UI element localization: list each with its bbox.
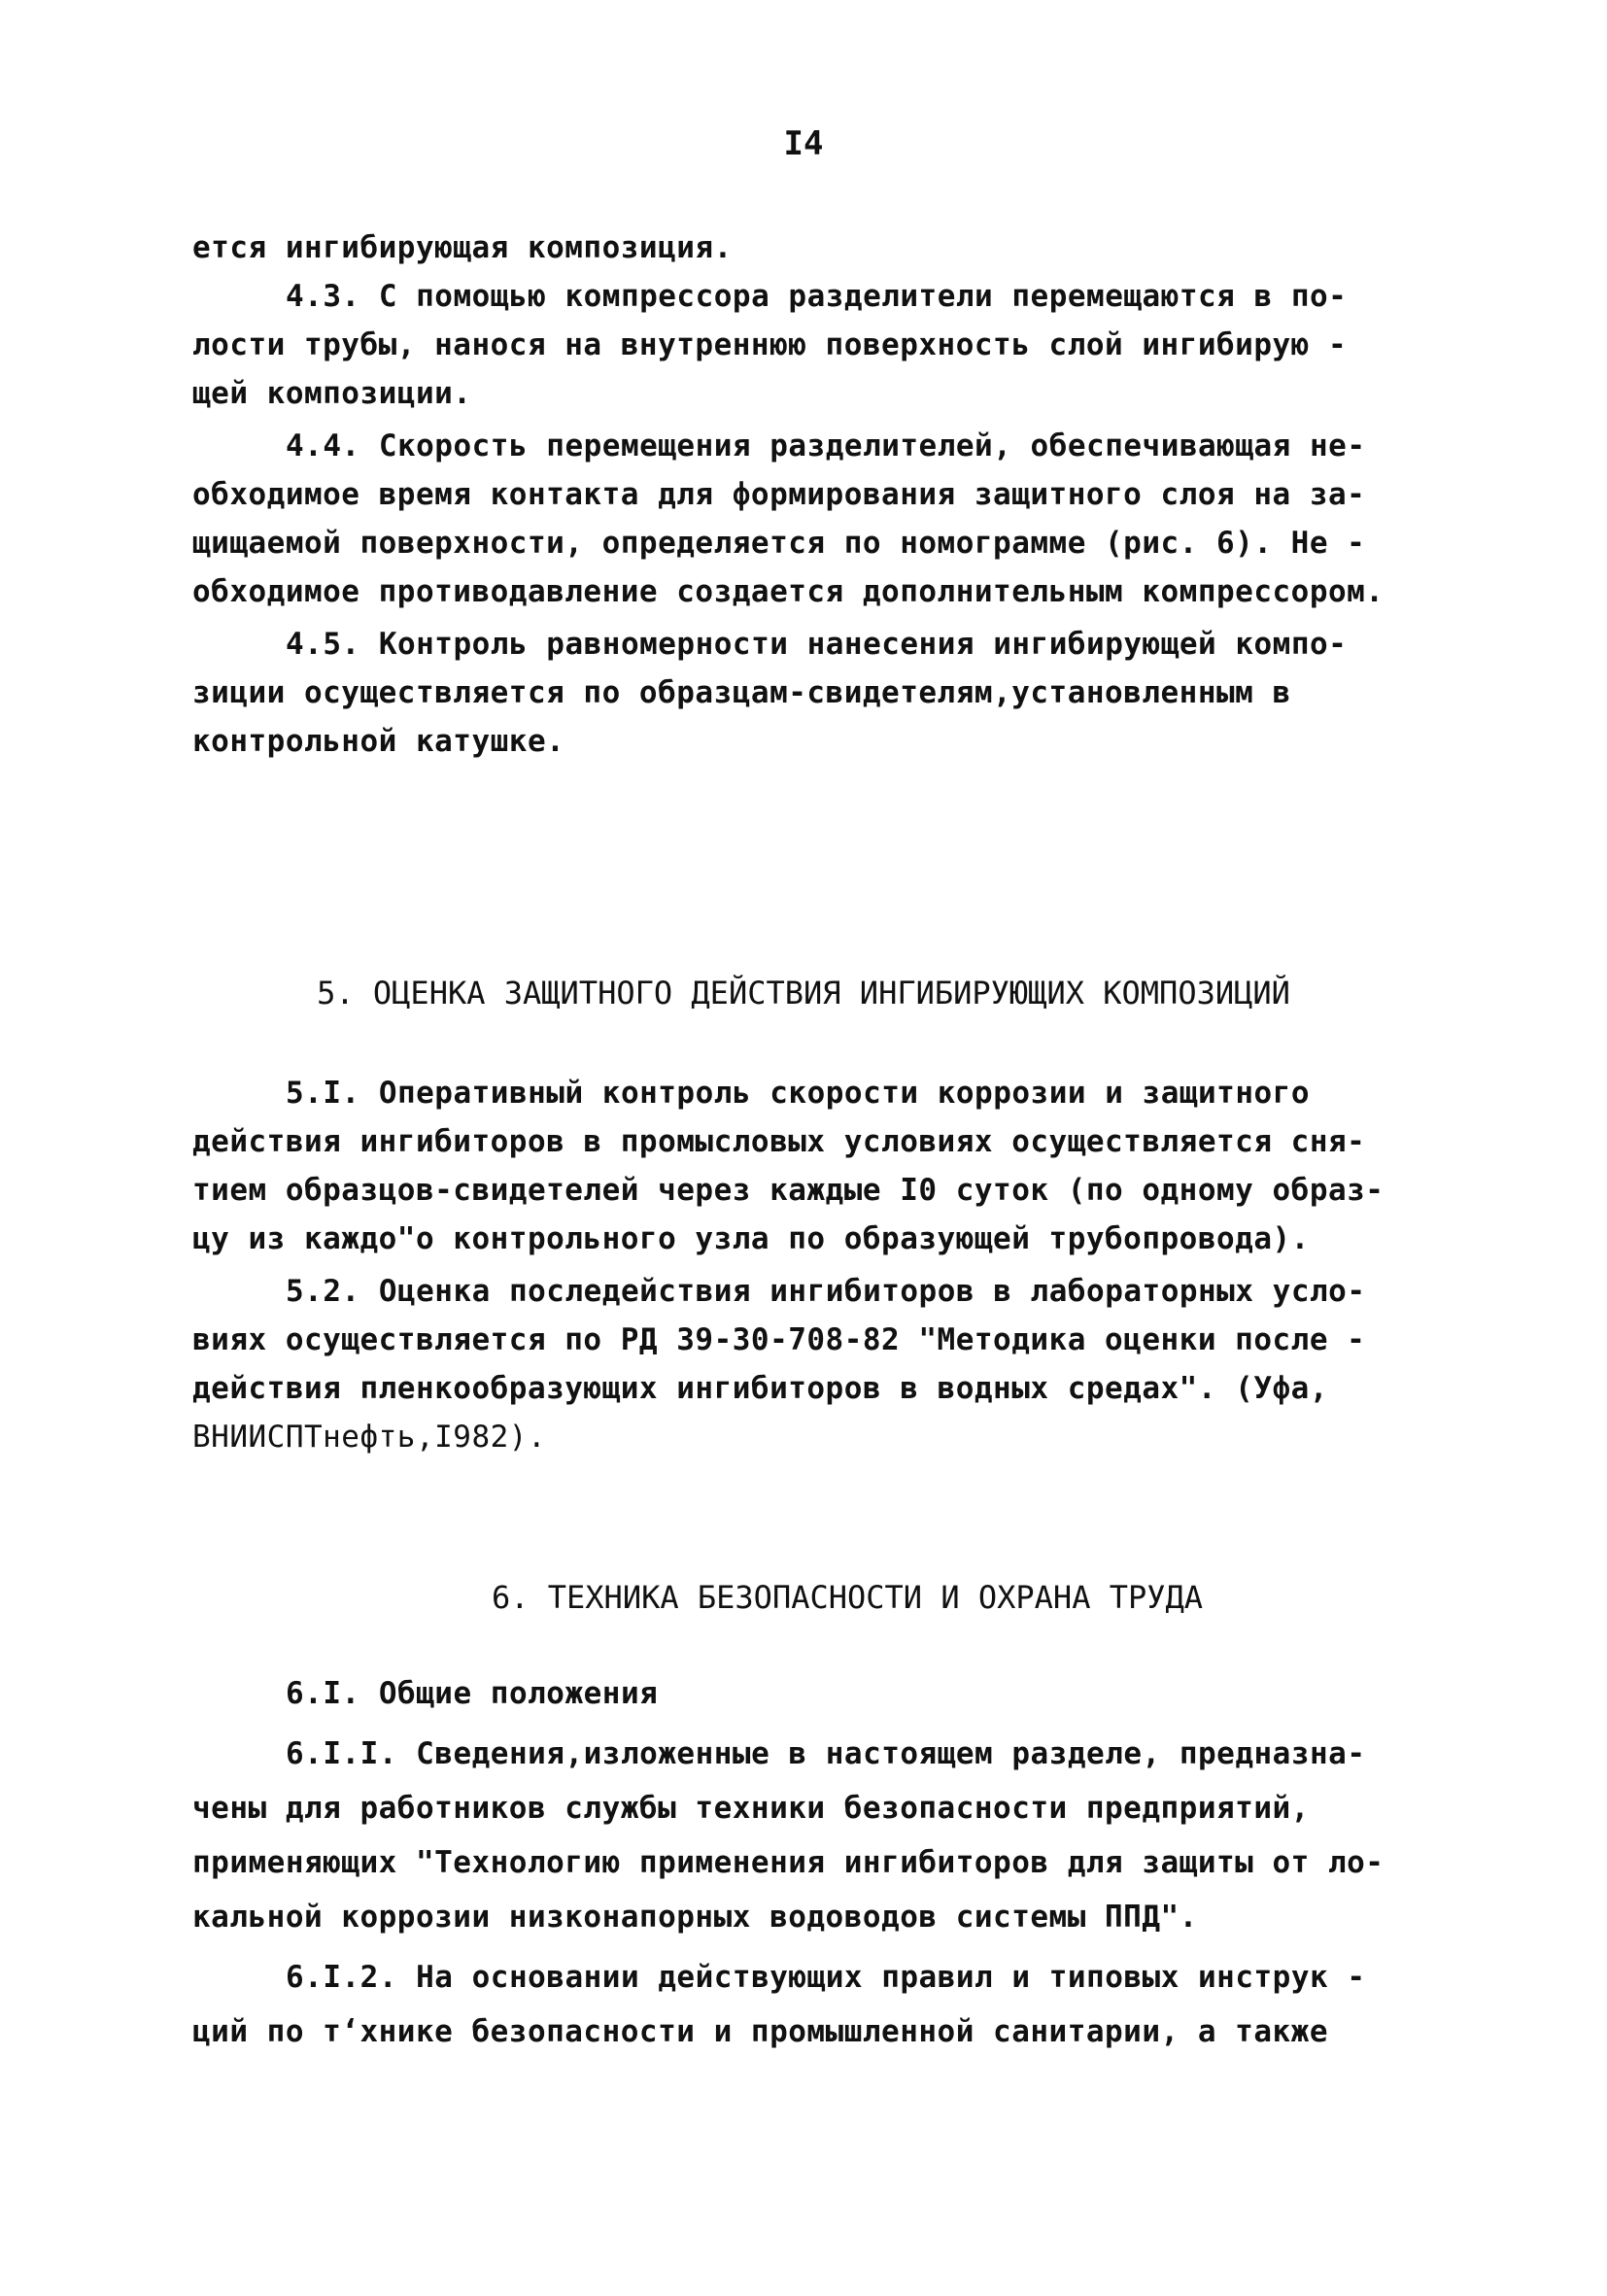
- text-line: чены для работников службы техники безопасности предприятий,: [192, 1791, 1310, 1826]
- text-line: действия пленкообразующих ингибиторов в водных средах". (Уфа,: [192, 1371, 1328, 1406]
- text-line: зиции осуществляется по образцам-свидетелям,установленным в: [192, 675, 1291, 710]
- text-line: тием образцов-свидетелей через каждые I0 суток (по одному образ-: [192, 1173, 1385, 1208]
- text-line: цу из каждо"о контрольного узла по образующей трубопровода).: [192, 1221, 1310, 1256]
- page-number: I4: [783, 124, 824, 163]
- text-line: ций по тʻхнике безопасности и промышленной санитарии, а также: [192, 2014, 1328, 2049]
- paragraph-5-1: 5.I. Оперативный контроль скорости коррозии и защитного: [286, 1076, 1310, 1111]
- text-line: кальной коррозии низконапорных водоводов системы ППД".: [192, 1900, 1198, 1935]
- text-line: ется ингибирующая композиция.: [192, 230, 733, 265]
- subheading-6-1: 6.I. Общие положения: [286, 1676, 659, 1711]
- section-4-text: [192, 223, 1426, 766]
- text-line: обходимое время контакта для формирования защитного слоя на за-: [192, 477, 1366, 512]
- paragraph-5-2: 5.2. Оценка последействия ингибиторов в лабораторных усло-: [286, 1274, 1366, 1309]
- text-line: применяющих "Технологию применения ингибиторов для защиты от ло-: [192, 1845, 1385, 1880]
- paragraph-6-1-2: 6.I.2. На основании действующих правил и типовых инструк -: [286, 1960, 1366, 1995]
- text-line: обходимое противодавление создается дополнительным компрессором.: [192, 574, 1385, 609]
- text-line: действия ингибиторов в промысловых условиях осуществляется сня-: [192, 1124, 1366, 1159]
- text-line: щей композиции.: [192, 376, 472, 411]
- paragraph-6-1-1: 6.I.I. Сведения,изложенные в настоящем разделе, предназна-: [286, 1736, 1366, 1771]
- section-5-heading: 5. ОЦЕНКА ЗАЩИТНОГО ДЕЙСТВИЯ ИНГИБИРУЮЩИХ КОМПОЗИЦИЙ: [317, 975, 1290, 1011]
- paragraph-4-5: 4.5. Контроль равномерности нанесения ингибирующей компо-: [286, 627, 1348, 662]
- text-line: лости трубы, нанося на внутреннюю поверхность слой ингибирую -: [192, 327, 1348, 362]
- text-line: виях осуществляется по РД 39-30-708-82 "Методика оценки после -: [192, 1322, 1366, 1357]
- section-6-heading: 6. ТЕХНИКА БЕЗОПАСНОСТИ И ОХРАНА ТРУДА: [491, 1579, 1204, 1616]
- section-5-text: [192, 1069, 1426, 1461]
- text-line: контрольной катушке.: [192, 724, 565, 759]
- paragraph-4-4: 4.4. Скорость перемещения разделителей, обеспечивающая не-: [286, 428, 1366, 463]
- text-line: щищаемой поверхности, определяется по номограмме (рис. 6). Не -: [192, 526, 1366, 561]
- section-6-text: [192, 1669, 1426, 2056]
- paragraph-4-3: 4.3. С помощью компрессора разделители перемещаются в по-: [286, 279, 1348, 314]
- text-line: ВНИИСПТнефть,I982).: [192, 1420, 547, 1455]
